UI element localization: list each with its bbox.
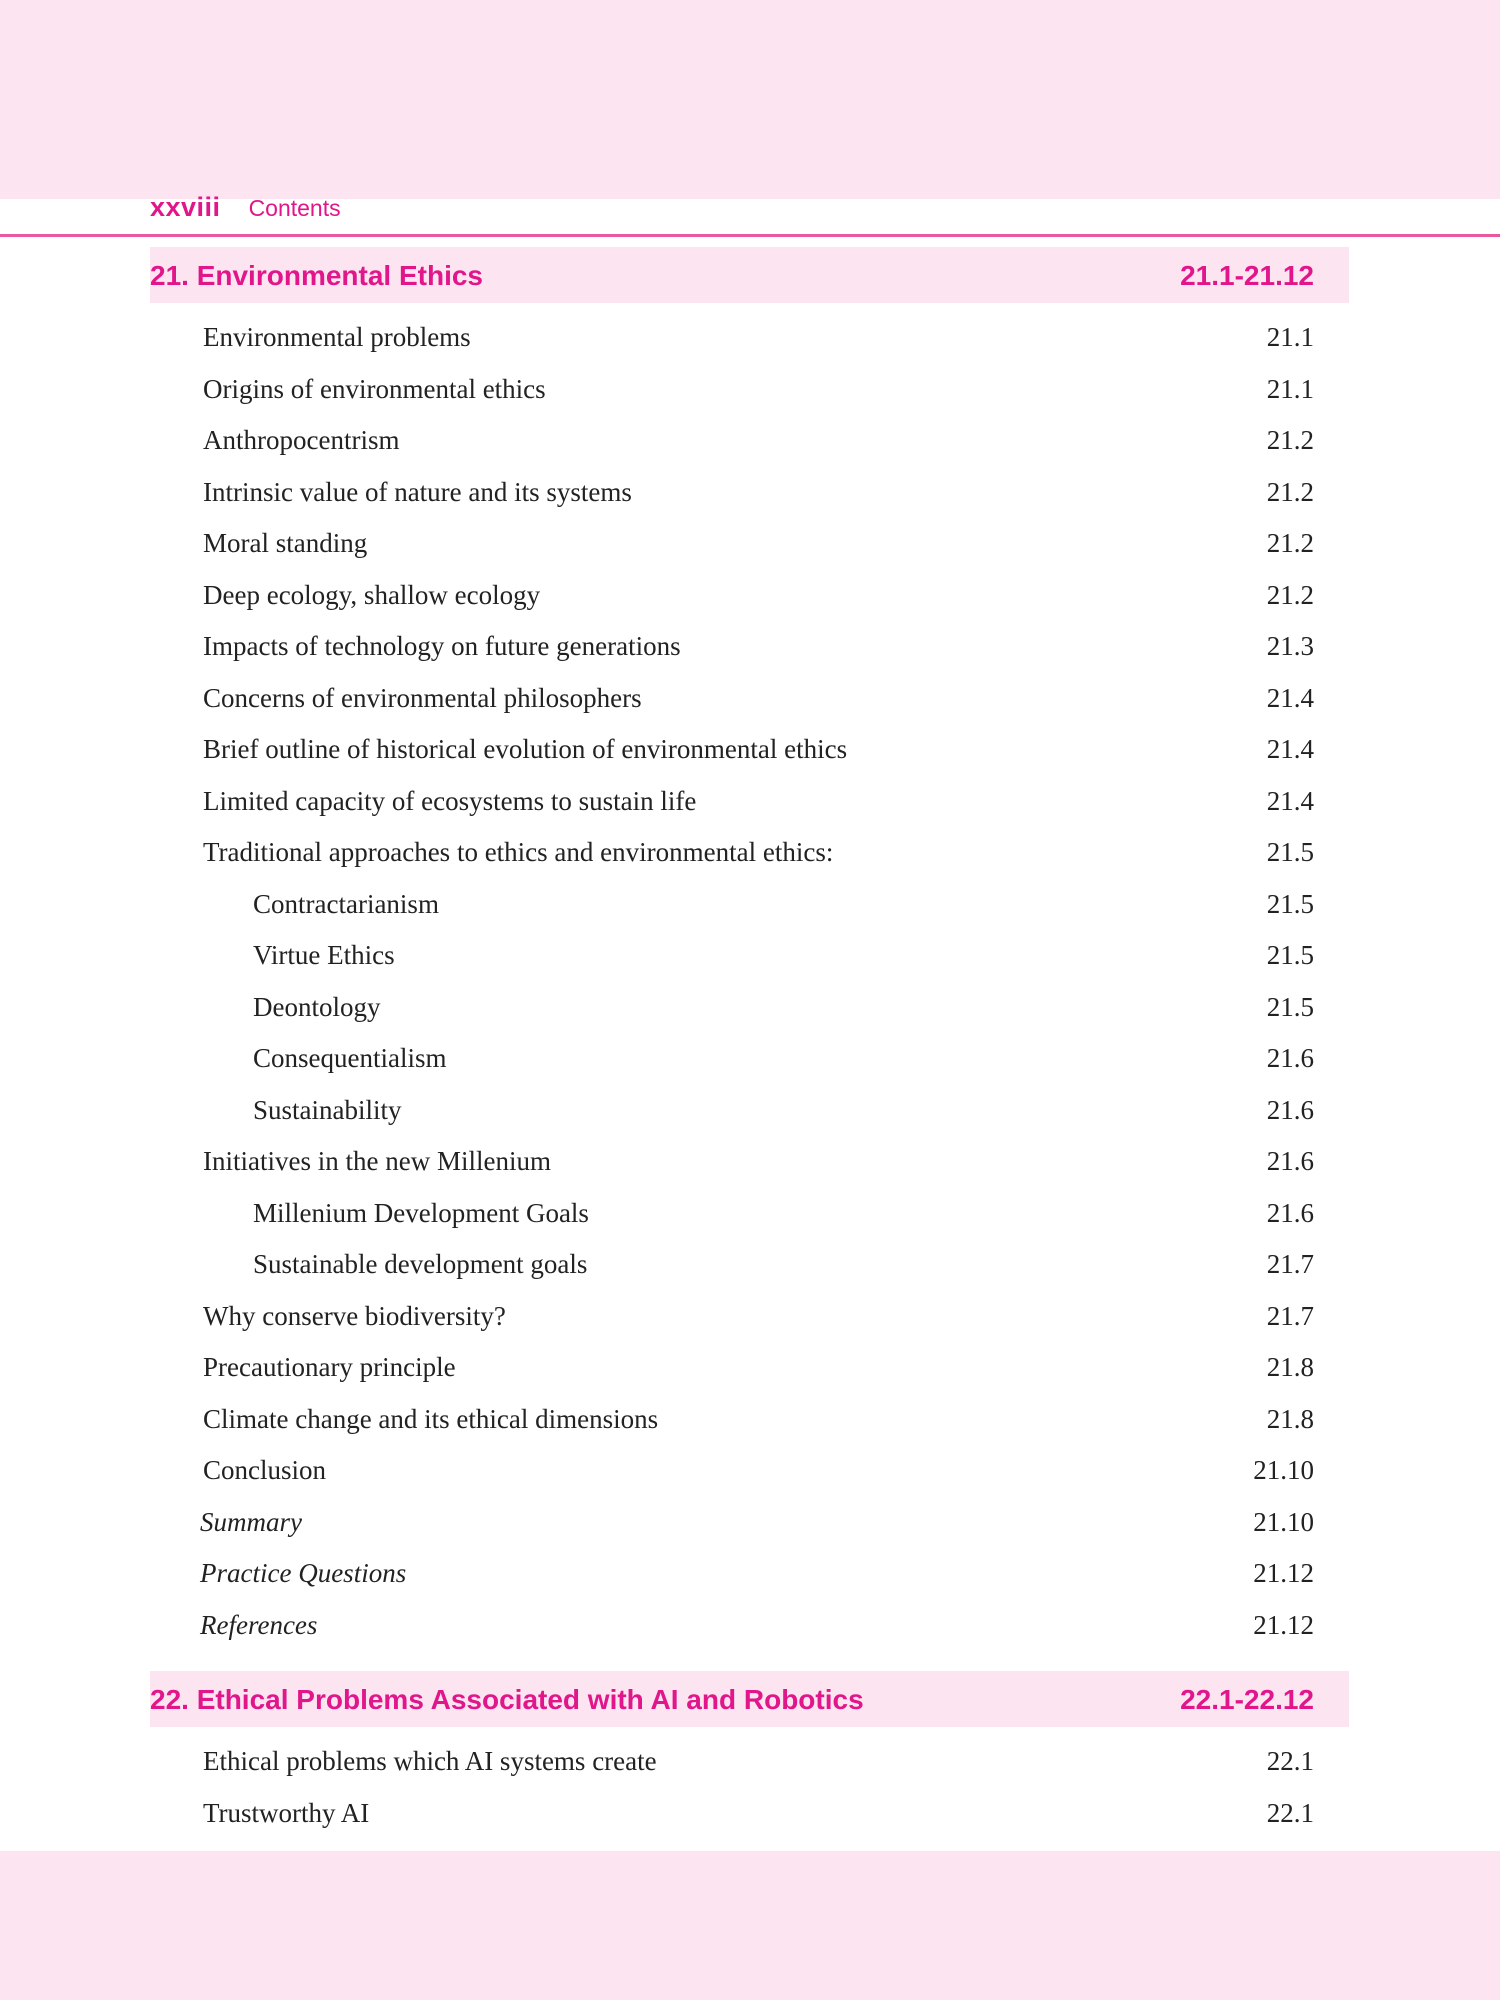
entry-title: Climate change and its ethical dimensions <box>203 1403 659 1434</box>
toc-entry <box>0 1790 1500 1842</box>
entry-title: Precautionary principle <box>203 1352 456 1382</box>
entry-title: Deep ecology, shallow ecology <box>203 579 541 610</box>
entry-title: Consequentialism <box>253 1043 447 1073</box>
entry-title: Millenium Development Goals <box>253 1197 589 1228</box>
entry-page: 21.6 <box>1266 1197 1314 1228</box>
entry-page: 21.4 <box>1266 785 1314 816</box>
entry-title: Why conserve biodiversity? <box>203 1300 506 1331</box>
toc-entry <box>0 623 1500 675</box>
toc-entry <box>0 366 1500 418</box>
header-rule <box>0 234 1500 237</box>
entry-title: Sustainability <box>253 1094 402 1125</box>
page-number: xxviii <box>150 192 221 222</box>
toc-entry <box>0 1396 1500 1448</box>
toc-entry-references <box>0 1602 1500 1654</box>
toc-subentry <box>0 1241 1500 1293</box>
entry-page: 21.6 <box>1266 1094 1314 1125</box>
toc-entry <box>0 726 1500 778</box>
entry-title: Summary <box>200 1506 302 1537</box>
entry-title: Deontology <box>253 991 381 1022</box>
toc-entry <box>0 469 1500 521</box>
chapter-page-range: 21.1-21.12 <box>1180 260 1314 291</box>
entry-page: 21.5 <box>1266 837 1314 867</box>
entry-page: 21.4 <box>1266 734 1314 764</box>
toc-entry <box>0 1293 1500 1345</box>
toc-entry <box>0 417 1500 469</box>
entry-title: Intrinsic value of nature and its systems <box>203 476 632 507</box>
entry-page: 21.3 <box>1266 631 1314 661</box>
toc-entry <box>0 675 1500 727</box>
running-head-title: Contents <box>248 195 341 221</box>
entry-title: Anthropocentrism <box>203 425 400 455</box>
toc-entry <box>0 1447 1500 1499</box>
entry-page: 21.2 <box>1266 425 1314 455</box>
toc-subentry <box>0 1035 1500 1087</box>
entry-page: 21.5 <box>1266 888 1314 919</box>
chapter-heading <box>150 247 1349 303</box>
chapter-heading <box>150 1671 1349 1727</box>
entry-title: Moral standing <box>203 528 368 558</box>
entry-page: 21.5 <box>1266 940 1314 970</box>
entry-title: Origins of environmental ethics <box>203 373 546 404</box>
entry-page: 21.8 <box>1266 1352 1314 1382</box>
entry-page: 21.4 <box>1266 682 1314 713</box>
entry-page: 21.12 <box>1253 1609 1314 1640</box>
toc-entry-practice-questions <box>0 1550 1500 1602</box>
toc-entry <box>0 520 1500 572</box>
chapter-title: 22. Ethical Problems Associated with AI and Robotics <box>150 1684 864 1715</box>
bottom-margin-band <box>0 1851 1500 2000</box>
entry-title: Initiatives in the new Millenium <box>203 1146 551 1176</box>
entry-page: 21.1 <box>1266 373 1314 404</box>
toc-entry <box>0 572 1500 624</box>
entry-page: 21.12 <box>1253 1558 1314 1588</box>
entry-page: 21.2 <box>1266 476 1314 507</box>
toc-entry <box>0 829 1500 881</box>
entry-title: Sustainable development goals <box>253 1249 588 1279</box>
toc-entry <box>0 778 1500 830</box>
running-head <box>150 192 341 232</box>
entry-page: 21.5 <box>1266 991 1314 1022</box>
entry-title: Limited capacity of ecosystems to sustain life <box>203 785 697 816</box>
entry-page: 21.8 <box>1266 1403 1314 1434</box>
entry-page: 22.1 <box>1266 1746 1314 1776</box>
toc-entry-list <box>0 314 1500 1653</box>
entry-page: 21.6 <box>1266 1043 1314 1073</box>
chapter-title: 21. Environmental Ethics <box>150 260 483 291</box>
entry-page: 21.7 <box>1266 1300 1314 1331</box>
toc-entry <box>0 1138 1500 1190</box>
entry-page: 21.10 <box>1253 1506 1314 1537</box>
entry-title: Environmental problems <box>203 322 471 352</box>
toc-subentry <box>0 1190 1500 1242</box>
entry-title: Brief outline of historical evolution of environmental ethics <box>203 734 848 764</box>
entry-page: 21.10 <box>1253 1455 1314 1485</box>
toc-subentry <box>0 1087 1500 1139</box>
entry-page: 21.2 <box>1266 579 1314 610</box>
entry-title: Virtue Ethics <box>253 940 395 970</box>
entry-page: 21.6 <box>1266 1146 1314 1176</box>
toc-subentry <box>0 881 1500 933</box>
entry-page: 21.1 <box>1266 322 1314 352</box>
toc-subentry <box>0 984 1500 1036</box>
entry-page: 21.7 <box>1266 1249 1314 1279</box>
entry-title: Conclusion <box>203 1455 327 1485</box>
entry-title: Ethical problems which AI systems create <box>203 1746 657 1776</box>
entry-page: 22.1 <box>1266 1797 1314 1828</box>
toc-subentry <box>0 932 1500 984</box>
entry-title: References <box>200 1609 318 1640</box>
entry-page: 21.2 <box>1266 528 1314 558</box>
toc-entry <box>0 1344 1500 1396</box>
entry-title: Traditional approaches to ethics and environmental ethics: <box>203 837 834 867</box>
toc-entry <box>0 314 1500 366</box>
toc-entry <box>0 1738 1500 1790</box>
entry-title: Concerns of environmental philosophers <box>203 682 642 713</box>
entry-title: Contractarianism <box>253 888 439 919</box>
toc-entry-list <box>0 1738 1500 1841</box>
chapter-page-range: 22.1-22.12 <box>1180 1684 1314 1715</box>
top-margin-band <box>0 0 1500 199</box>
toc-entry-summary <box>0 1499 1500 1551</box>
entry-title: Trustworthy AI <box>203 1797 370 1828</box>
entry-title: Practice Questions <box>200 1558 407 1588</box>
entry-title: Impacts of technology on future generations <box>203 631 681 661</box>
